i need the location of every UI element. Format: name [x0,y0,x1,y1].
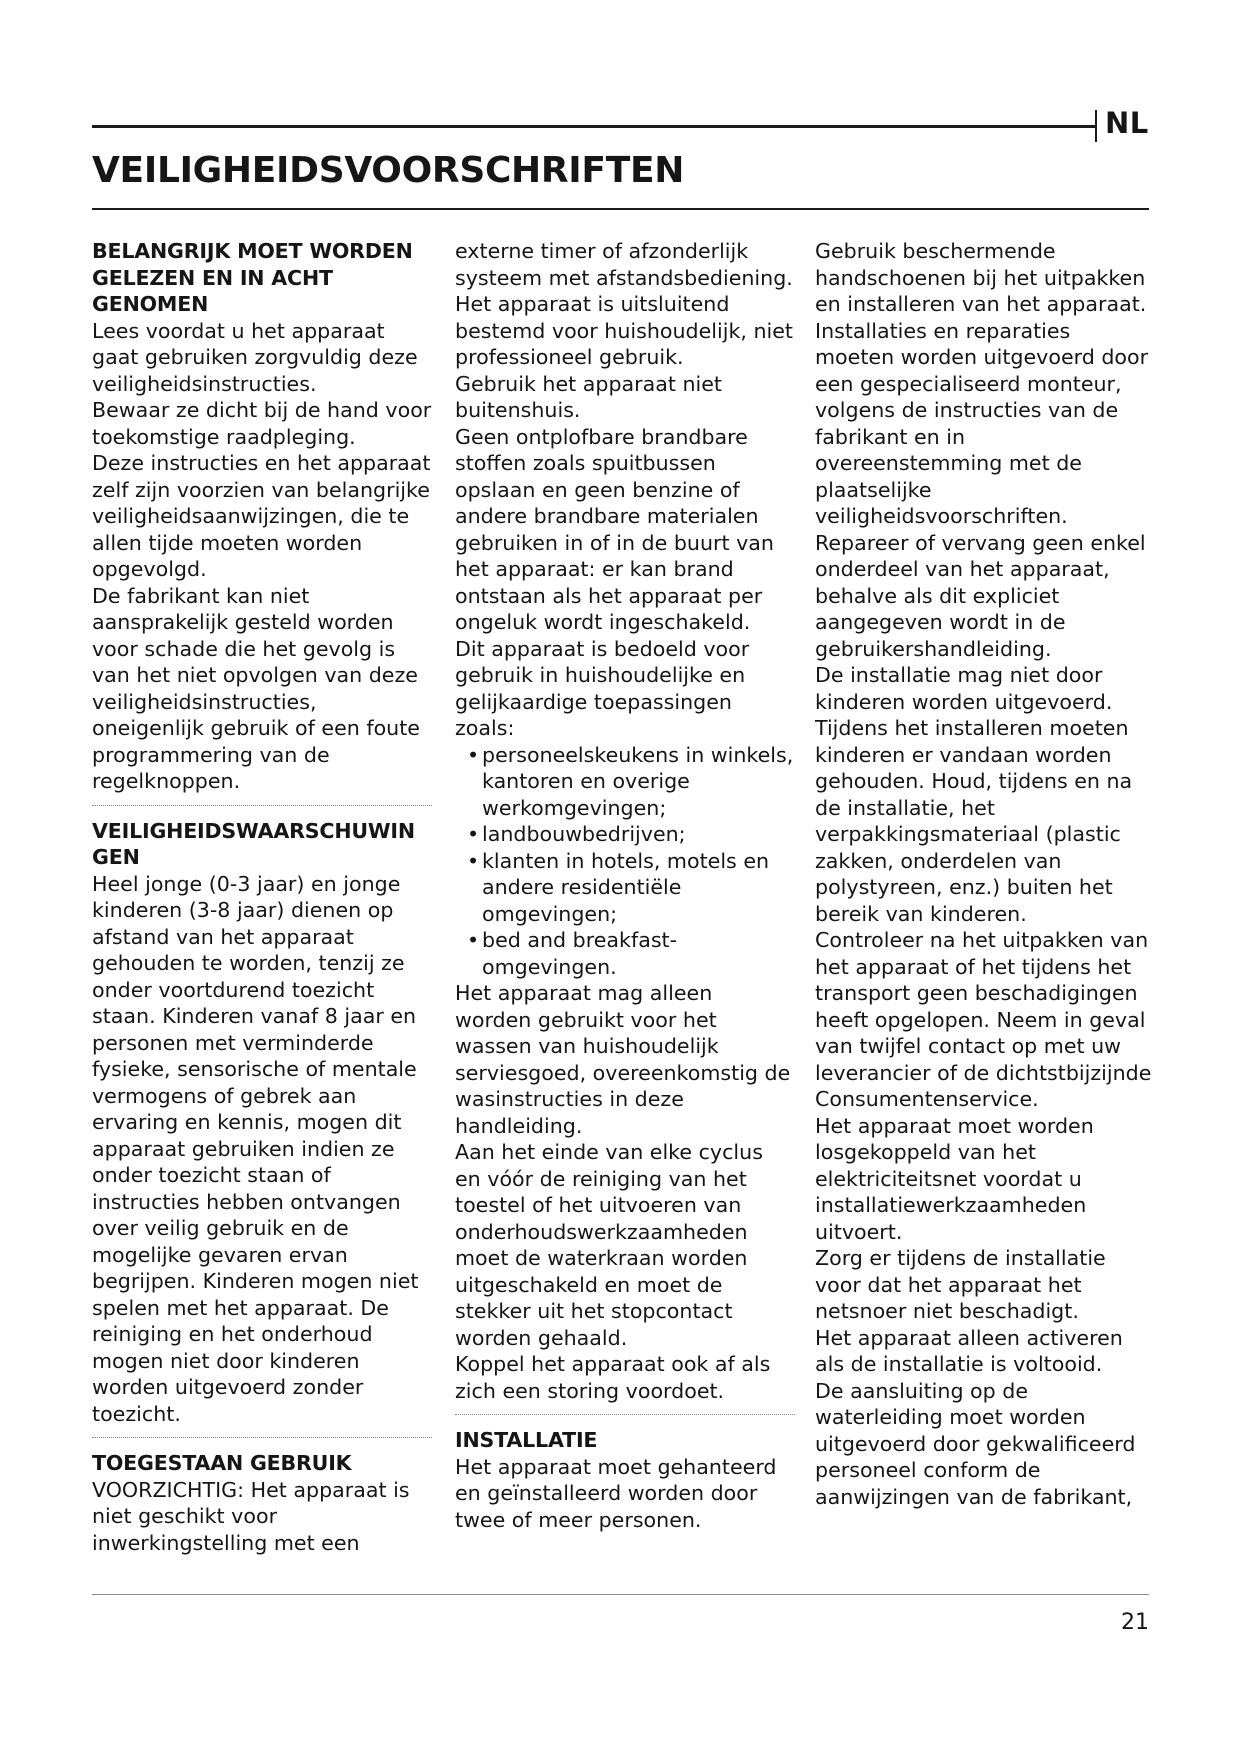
body-paragraph: Geen ontplofbare brandbare stoffen zoals spuitbussen opslaan en geen benzine of andere brandbare materialen gebruiken in of in de buurt van het apparaat: er kan brand ontstaan als het apparaat per ongeluk wordt ingeschakeld. [455,424,774,634]
body-paragraph: Installaties en reparaties moeten worden uitgevoerd door een gespecialiseerd monteur, volgens de instructies van de fabrikant en in overeenstemming met de plaatselijke veiligheidsvoorschriften. [815,318,1149,528]
body-paragraph: Gebruik het apparaat niet buitenshuis. [455,371,722,422]
title-rule [92,208,1149,210]
body-paragraph: Koppel het apparaat ook af als zich een storing voordoet. [455,1352,771,1403]
header-rule-tick [1095,110,1097,142]
body-paragraph: De aansluiting op de waterleiding moet worden uitgevoerd door gekwalificeerd personeel conform de aanwijzingen van de fabrikant, [815,1378,1136,1509]
list-item: • landbouwbedrijven; [455,821,795,848]
body-paragraph: Bewaar ze dicht bij de hand voor toekomstige raadpleging. [92,398,432,449]
dotted-separator [455,1414,795,1415]
page-title: VEILIGHEIDSVOORSCHRIFTEN [92,150,685,191]
section-heading: VEILIGHEIDSWAARSCHUWIN GEN [92,818,415,869]
section-heading: INSTALLATIE [455,1428,598,1452]
bullet-list [455,742,795,981]
language-code: NL [1105,106,1149,140]
body-paragraph: Het apparaat alleen activeren als de installatie is voltooid. [815,1325,1123,1376]
dotted-separator [92,805,432,806]
dotted-separator [92,1437,432,1438]
body-paragraph: Het apparaat moet gehanteerd en geïnstalleerd worden door twee of meer personen. [455,1454,777,1532]
header-rule [92,125,1096,128]
body-paragraph: Het apparaat mag alleen worden gebruikt voor het wassen van huishoudelijk serviesgoed, overeenkomstig de wasinstructies in deze handleiding. [455,981,791,1138]
body-paragraph: Heel jonge (0-3 jaar) en jonge kinderen (3-8 jaar) dienen op afstand van het apparaat gehouden te worden, tenzij ze onder voortdurend toezicht staan. Kinderen vanaf 8 jaar en personen met verminderde fysieke, sensorische of mentale vermogens of gebrek aan ervaring en kennis, mogen dit apparaat gebruiken indien ze onder toezicht staan of instructies hebben ontvangen over veilig gebruik en de mogelijke gevaren ervan begrijpen. Kinderen mogen niet spelen met het apparaat. De reiniging en het onderhoud mogen niet door kinderen worden uitgevoerd zonder toezicht. [92,871,419,1426]
list-item: • personeelskeukens in winkels, kantoren en overige werkomgevingen; [455,742,795,822]
page-number: 21 [1121,1610,1149,1635]
body-paragraph: externe timer of afzonderlijk systeem met afstandsbediening. [455,239,793,290]
body-paragraph: Controleer na het uitpakken van het apparaat of het tijdens het transport geen beschadigingen heeft opgelopen. Neem in geval van twijfel contact op met uw leverancier of de dichtstbijzijnde Consumentenservice. [815,928,1152,1111]
body-paragraph: Tijdens het installeren moeten kinderen er vandaan worden gehouden. Houd, tijdens en na de installatie, het verpakkingsmateriaal (plastic zakken, onderdelen van polystyreen, enz.) buiten het bereik van kinderen. [815,716,1133,926]
body-paragraph: De installatie mag niet door kinderen worden uitgevoerd. [815,663,1113,714]
body-paragraph: Repareer of vervang geen enkel onderdeel van het apparaat, behalve als dit expliciet aangegeven wordt in de gebruikershandleiding. [815,530,1146,661]
body-paragraph: Deze instructies en het apparaat zelf zijn voorzien van belangrijke veiligheidsaanwijzingen, die te allen tijde moeten worden opgevolgd. [92,451,431,581]
text-column-1 [92,238,432,1556]
body-paragraph: VOORZICHTIG: Het apparaat is niet geschikt voor inwerkingstelling met een [92,1477,410,1555]
text-column-3 [815,238,1155,1510]
section-heading: TOEGESTAAN GEBRUIK [92,1451,352,1475]
body-paragraph: Dit apparaat is bedoeld voor gebruik in huishoudelijke en gelijkaardige toepassingen zoals: [455,636,750,740]
body-paragraph: De fabrikant kan niet aansprakelijk gesteld worden voor schade die het gevolg is van het niet opvolgen van deze veiligheidsinstructies, oneigenlijk gebruik of een foute programmering van de regelknoppen. [92,583,420,793]
list-item: • bed and breakfast-omgevingen. [455,927,795,980]
body-paragraph: Aan het einde van elke cyclus en vóór de reiniging van het toestel of het uitvoeren van onderhoudswerkzaamheden moet de waterkraan worden uitgeschakeld en moet de stekker uit het stopcontact worden gehaald. [455,1140,763,1350]
footer-rule [92,1594,1149,1595]
section-heading: BELANGRIJK MOET WORDEN GELEZEN EN IN ACHT GENOMEN [92,239,413,316]
body-paragraph: Het apparaat moet worden losgekoppeld van het elektriciteitsnet voordat u installatiewerkzaamheden uitvoert. [815,1113,1094,1244]
body-paragraph: Gebruik beschermende handschoenen bij het uitpakken en installeren van het apparaat. [815,239,1147,316]
list-item: • klanten in hotels, motels en andere residentiële omgevingen; [455,848,795,928]
body-paragraph: Het apparaat is uitsluitend bestemd voor huishoudelijk, niet professioneel gebruik. [455,292,793,369]
body-paragraph: Zorg er tijdens de installatie voor dat het apparaat het netsnoer niet beschadigt. [815,1246,1106,1323]
body-paragraph: Lees voordat u het apparaat gaat gebruiken zorgvuldig deze veiligheidsinstructies. [92,318,418,396]
text-column-2 [455,238,795,1533]
